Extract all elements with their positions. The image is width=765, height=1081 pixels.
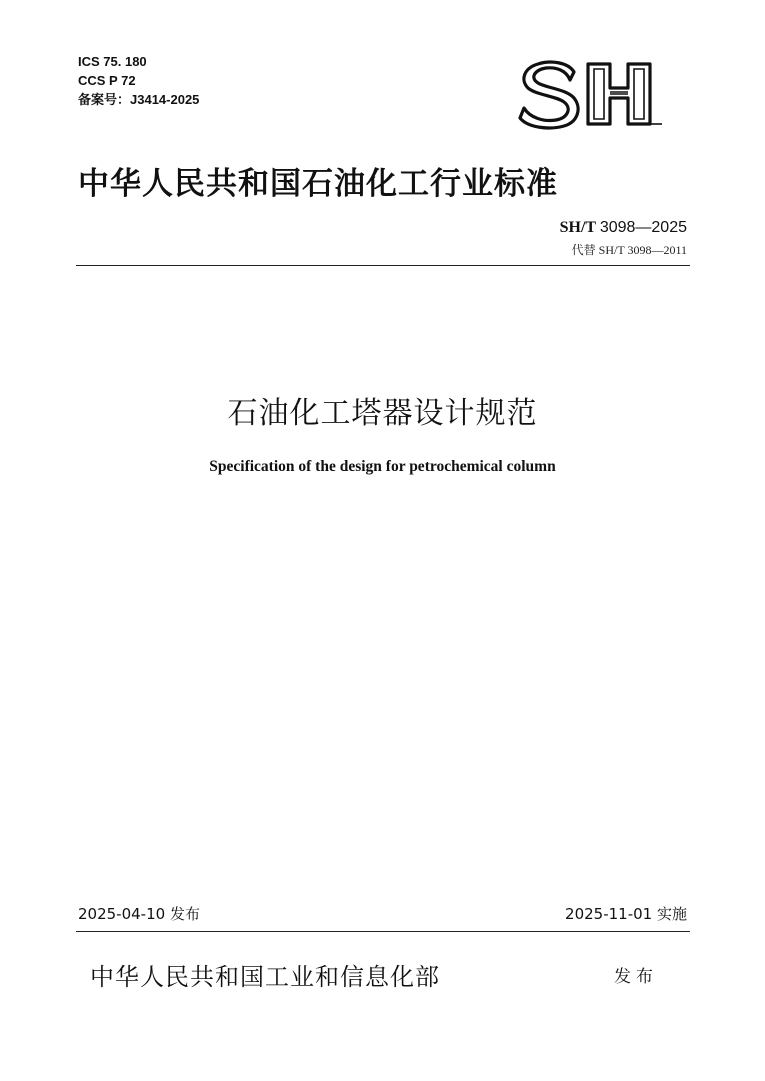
ccs-code: CCS P 72 <box>78 73 136 88</box>
implementation-date: 2025-11-01 实施 <box>565 905 687 923</box>
standard-number-year: 3098—2025 <box>599 219 687 236</box>
publisher-action: 发布 <box>614 967 658 987</box>
ics-code: ICS 75. 180 <box>78 54 147 69</box>
top-divider <box>76 265 690 266</box>
document-title-english: Specification of the design for petrochemical column <box>209 458 556 475</box>
classification-block <box>78 52 199 109</box>
standard-category-title: 中华人民共和国石油化工行业标准 <box>78 166 558 202</box>
replaces-standard: 代替 SH/T 3098—2011 <box>571 243 687 257</box>
record-number: 备案号：J3414-2025 <box>78 92 200 107</box>
publisher-name: 中华人民共和国工业和信息化部 <box>90 963 440 991</box>
standard-number <box>560 219 687 237</box>
document-title-chinese: 石油化工塔器设计规范 <box>227 396 538 431</box>
standard-code: SH/T <box>559 219 596 236</box>
sh-logo <box>516 58 666 130</box>
bottom-divider <box>76 931 690 932</box>
issue-date: 2025-04-10 发布 <box>78 905 200 923</box>
